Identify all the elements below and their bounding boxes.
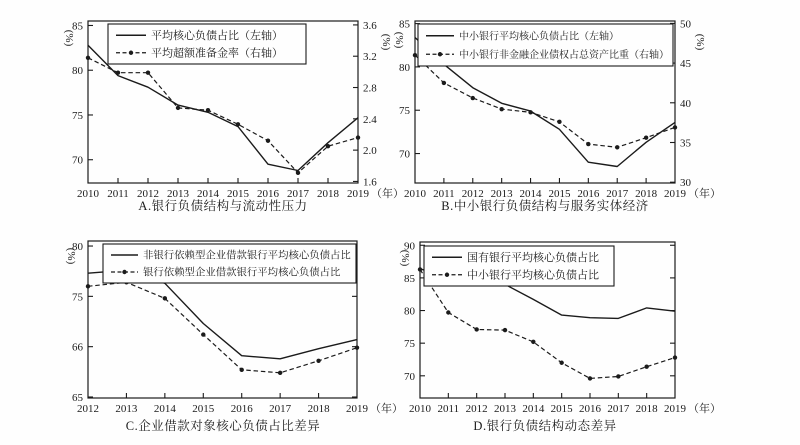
year-label: 2010 xyxy=(404,188,426,200)
series-marker xyxy=(474,327,478,331)
legend-sample-marker xyxy=(122,270,126,274)
series-marker xyxy=(588,376,592,380)
right-tick-label: 40 xyxy=(680,97,691,110)
right-tick-label: 35 xyxy=(680,137,691,150)
series-marker xyxy=(615,145,619,149)
legend-label: 平均超额准备金率（右轴） xyxy=(151,47,283,60)
x-unit-label: （年） xyxy=(688,188,721,200)
series-marker xyxy=(413,53,417,57)
left-tick-label: 65 xyxy=(72,391,83,404)
year-label: 2019 xyxy=(347,188,369,200)
year-label: 2019 xyxy=(346,403,368,415)
series-marker xyxy=(236,122,240,126)
series-marker xyxy=(163,296,167,300)
year-label: 2012 xyxy=(137,188,159,200)
series-marker xyxy=(418,267,422,271)
left-tick-label: 70 xyxy=(404,370,415,383)
series-marker xyxy=(503,328,507,332)
chart-caption-c: C.企业借款对象核心负债占比差异 xyxy=(125,419,321,433)
legend-label: 中小银行平均核心负债占比 xyxy=(467,269,599,282)
year-label: 2011 xyxy=(437,403,460,415)
series-marker xyxy=(531,340,535,344)
legend-label: 非银行依赖型企业借款银行平均核心负债占比 xyxy=(143,250,351,262)
chart-C xyxy=(65,241,403,415)
year-label: 2017 xyxy=(269,403,292,415)
year-label: 2014 xyxy=(519,188,542,200)
legend-label: 中小银行非金融企业债权占总资产比重（右轴） xyxy=(459,49,669,61)
year-label: 2015 xyxy=(227,188,249,200)
series-line-2 xyxy=(88,58,358,173)
series-marker xyxy=(586,142,590,146)
right-tick-label: 2.4 xyxy=(363,113,377,126)
left-tick-label: 80 xyxy=(399,61,410,74)
left-tick-label: 70 xyxy=(72,154,83,167)
series-marker xyxy=(266,139,270,143)
right-tick-label: 2.0 xyxy=(363,145,377,158)
right-tick-label: 1.6 xyxy=(363,176,377,189)
year-label: 2015 xyxy=(548,188,571,200)
series-marker xyxy=(116,70,120,74)
year-label: 2017 xyxy=(606,188,629,200)
year-label: 2016 xyxy=(257,188,279,200)
chart-caption-d: D.银行负债结构动态差异 xyxy=(473,419,617,433)
left-tick-label: 85 xyxy=(399,18,410,31)
x-unit-label: （年） xyxy=(371,188,404,200)
series-line-2 xyxy=(415,55,675,147)
year-label: 2013 xyxy=(115,403,138,415)
year-label: 2010 xyxy=(409,403,431,415)
legend-label: 平均核心负债占比（左轴） xyxy=(151,29,283,42)
left-tick-label: 66 xyxy=(72,341,83,354)
series-marker xyxy=(240,368,244,372)
year-label: 2016 xyxy=(579,403,601,415)
year-label: 2012 xyxy=(465,403,488,415)
year-label: 2012 xyxy=(77,403,99,415)
year-label: 2016 xyxy=(577,188,600,200)
left-axis-unit-label: (%) xyxy=(63,29,75,47)
series-marker xyxy=(559,361,563,365)
series-marker xyxy=(296,171,300,175)
year-label: 2018 xyxy=(635,403,658,415)
series-marker xyxy=(316,359,320,363)
year-label: 2015 xyxy=(550,403,573,415)
left-tick-label: 75 xyxy=(399,105,410,118)
left-axis-unit-label: (%) xyxy=(399,249,411,267)
right-tick-label: 30 xyxy=(680,177,691,190)
series-marker xyxy=(644,364,648,368)
year-label: 2018 xyxy=(307,403,330,415)
series-marker xyxy=(557,120,561,124)
series-marker xyxy=(86,284,90,288)
legend-label: 中小银行平均核心负债占比（左轴） xyxy=(459,31,619,43)
year-label: 2011 xyxy=(107,188,129,200)
right-tick-label: 45 xyxy=(680,58,691,71)
left-tick-label: 70 xyxy=(399,148,410,161)
year-label: 2013 xyxy=(167,188,189,200)
year-label: 2015 xyxy=(192,403,215,415)
right-tick-label: 2.8 xyxy=(363,82,377,95)
left-tick-label: 80 xyxy=(72,241,83,254)
legend-label: 国有银行平均核心负债占比 xyxy=(467,251,599,264)
chart-A xyxy=(63,20,404,200)
legend-sample-marker xyxy=(445,273,449,277)
right-axis-unit-label: (%) xyxy=(380,33,392,51)
year-label: 2013 xyxy=(490,188,513,200)
x-unit-label: （年） xyxy=(688,403,721,415)
year-label: 2019 xyxy=(664,188,686,200)
left-tick-label: 85 xyxy=(72,20,83,33)
series-marker xyxy=(356,135,360,139)
year-label: 2014 xyxy=(153,403,176,415)
series-marker xyxy=(616,374,620,378)
series-marker xyxy=(176,106,180,110)
series-marker xyxy=(206,108,210,112)
series-marker xyxy=(673,355,677,359)
series-marker xyxy=(673,125,677,129)
series-marker xyxy=(528,110,532,114)
year-label: 2010 xyxy=(77,188,99,200)
left-tick-label: 80 xyxy=(72,65,83,78)
year-label: 2014 xyxy=(197,188,219,200)
right-tick-label: 50 xyxy=(680,18,691,31)
chart-caption-a: A.银行负债结构与流动性压力 xyxy=(138,199,308,213)
series-marker xyxy=(446,310,450,314)
series-marker xyxy=(326,144,330,148)
legend-sample-marker xyxy=(438,52,442,56)
chart-B xyxy=(393,18,721,200)
series-marker xyxy=(146,70,150,74)
series-marker xyxy=(201,332,205,336)
series-marker xyxy=(355,345,359,349)
year-label: 2013 xyxy=(494,403,516,415)
left-tick-label: 75 xyxy=(72,291,83,304)
year-label: 2017 xyxy=(607,403,630,415)
series-marker xyxy=(471,96,475,100)
legend-sample-marker xyxy=(129,51,133,55)
year-label: 2017 xyxy=(287,188,309,200)
year-label: 2012 xyxy=(461,188,484,200)
right-tick-label: 3.2 xyxy=(363,51,377,64)
chart-caption-b: B.中小银行负债结构与服务实体经济 xyxy=(441,199,649,213)
left-tick-label: 75 xyxy=(404,338,415,351)
series-marker xyxy=(644,136,648,140)
left-axis-unit-label: (%) xyxy=(65,247,77,265)
chart-D xyxy=(399,240,721,415)
series-marker xyxy=(278,371,282,375)
series-marker xyxy=(499,107,503,111)
left-axis-unit-label: (%) xyxy=(393,31,405,49)
x-unit-label: （年） xyxy=(370,403,403,415)
legend-label: 银行依赖型企业借款银行平均核心负债占比 xyxy=(143,267,341,279)
year-label: 2019 xyxy=(664,403,686,415)
series-marker xyxy=(442,81,446,85)
left-tick-label: 75 xyxy=(72,109,83,122)
left-tick-label: 90 xyxy=(404,240,415,253)
year-label: 2011 xyxy=(433,188,455,200)
left-tick-label: 80 xyxy=(404,305,415,318)
left-tick-label: 85 xyxy=(404,272,415,285)
year-label: 2016 xyxy=(230,403,253,415)
right-axis-unit-label: (%) xyxy=(694,33,706,51)
year-label: 2018 xyxy=(635,188,658,200)
series-line-2 xyxy=(88,282,357,373)
year-label: 2014 xyxy=(522,403,545,415)
right-tick-label: 3.6 xyxy=(363,19,377,32)
series-marker xyxy=(86,56,90,60)
year-label: 2018 xyxy=(317,188,339,200)
